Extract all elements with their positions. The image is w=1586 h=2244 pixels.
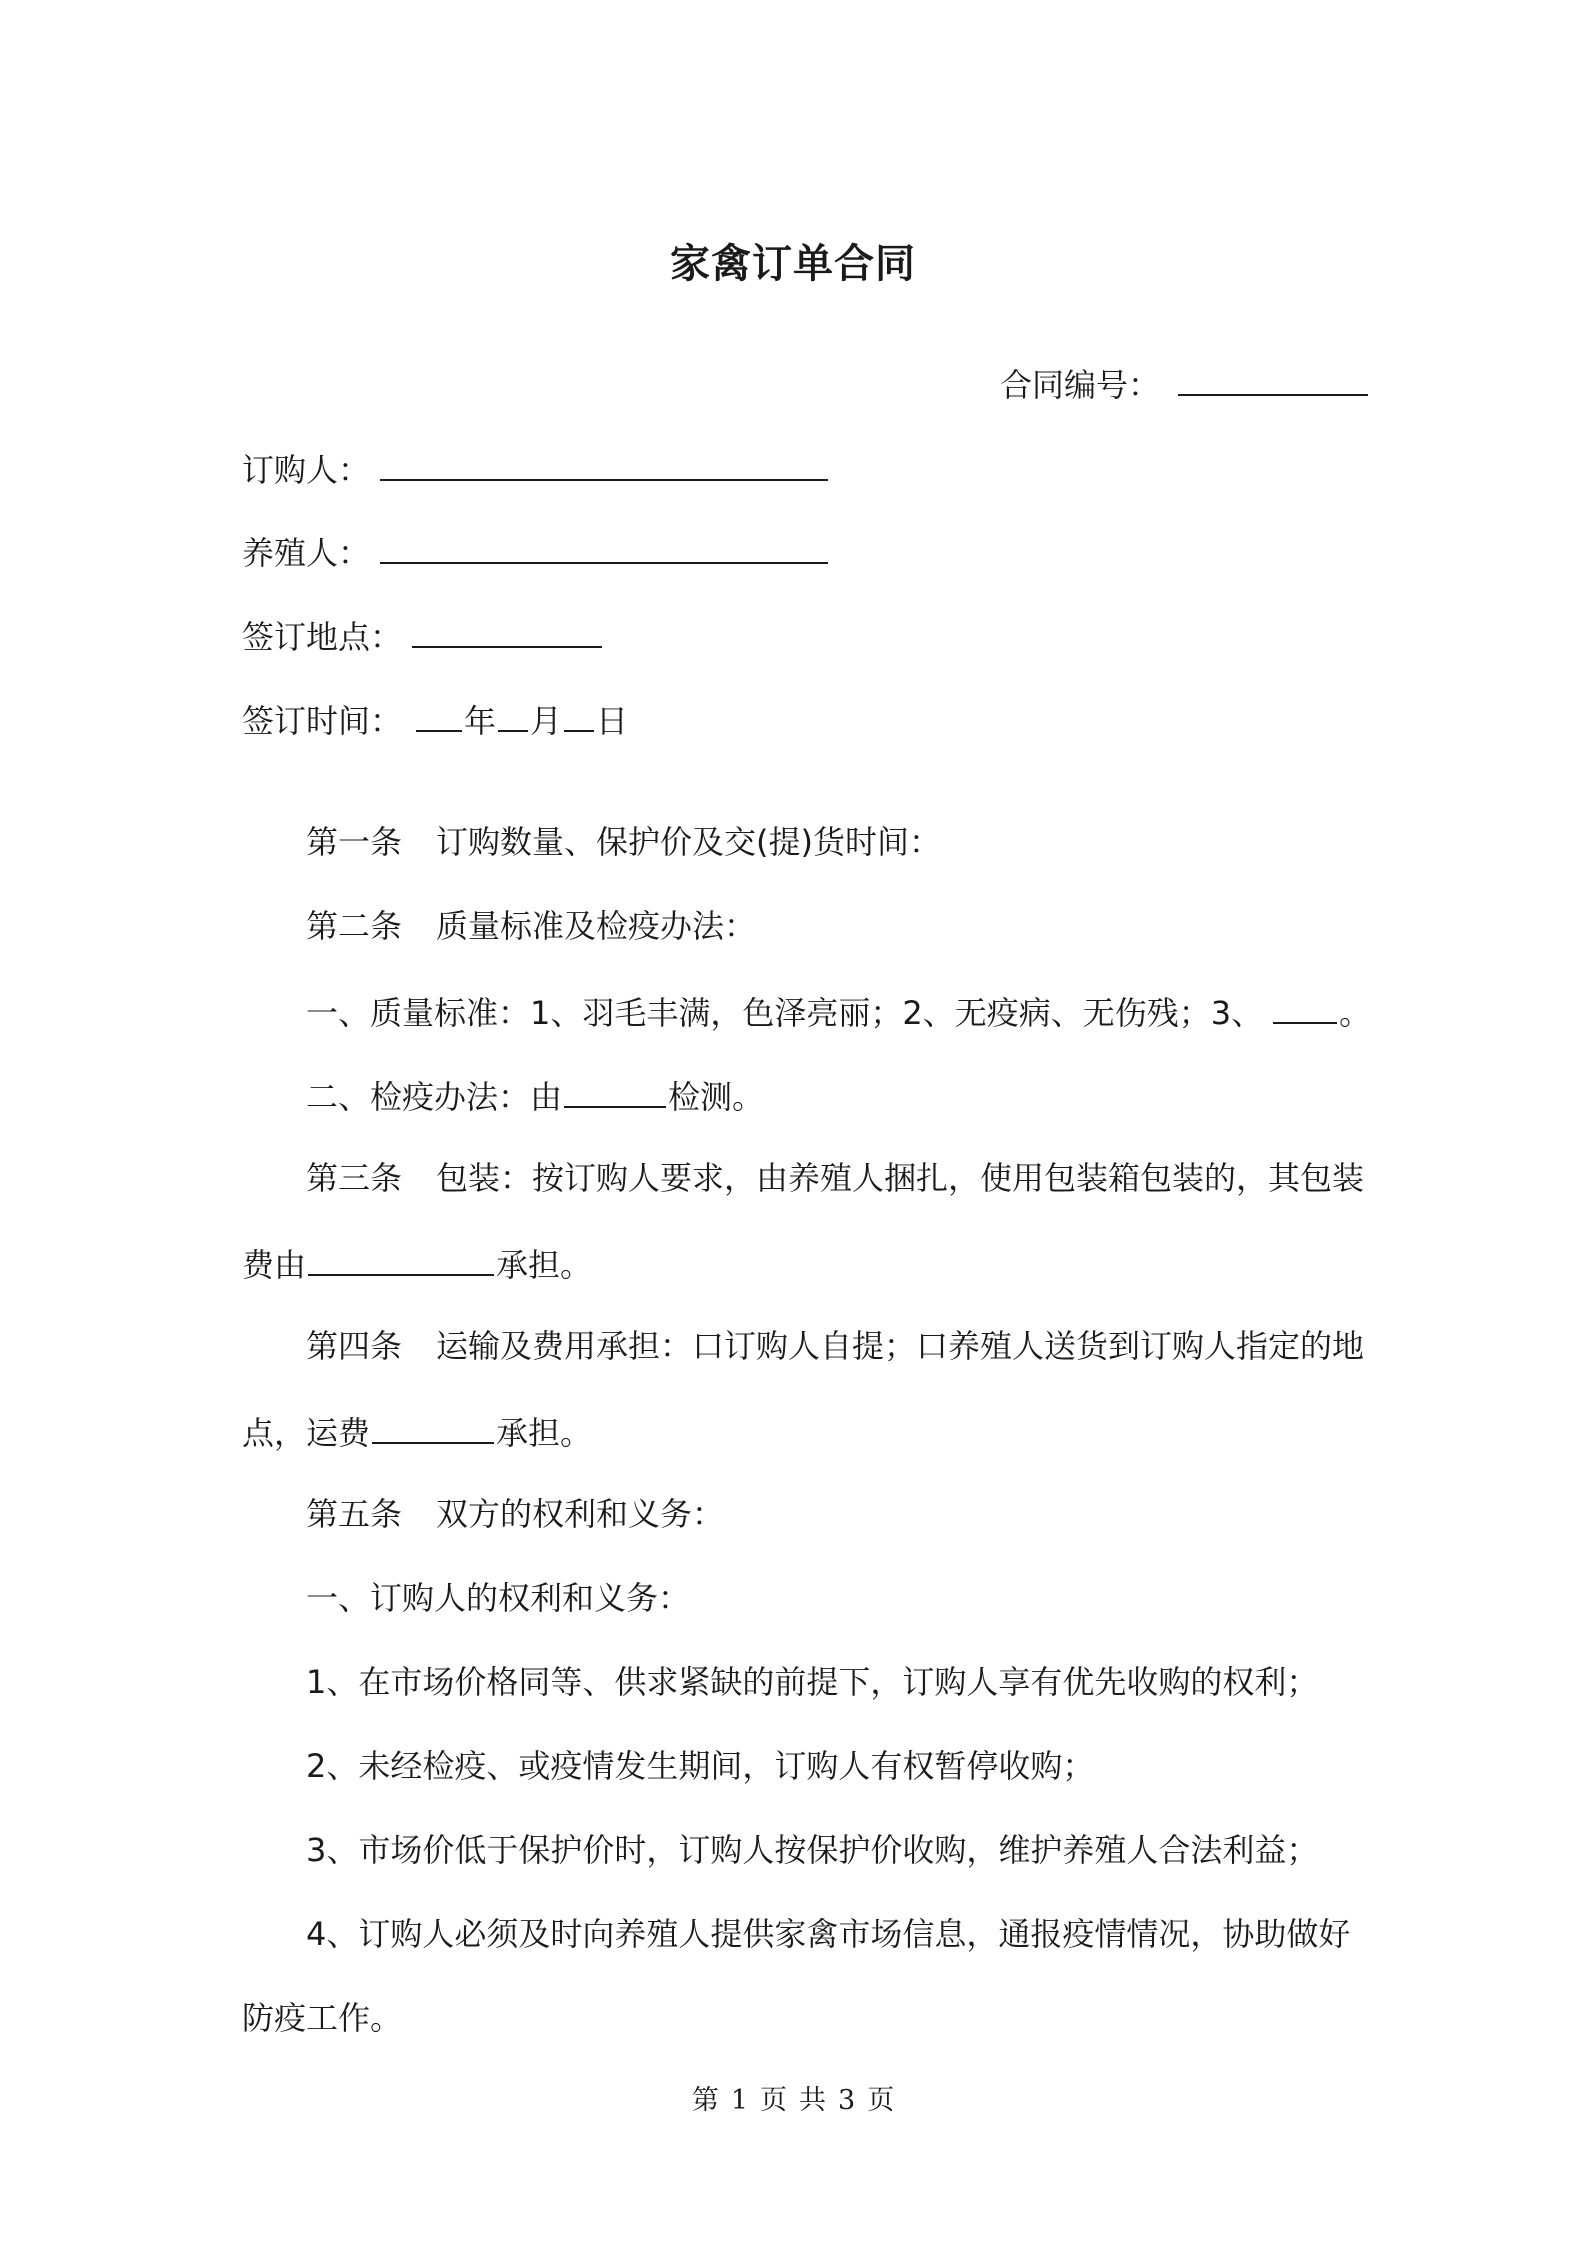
quarantine-suffix: 检测。 [668,1078,765,1116]
sign-place-label: 签订地点： [242,618,403,656]
sign-place-blank[interactable] [412,610,602,648]
article-3-number: 第三条 [306,1159,403,1197]
month-blank[interactable] [498,694,528,732]
quarantine-blank[interactable] [564,1070,666,1108]
year-label: 年 [464,702,497,740]
buyer-rights-item-4: 4、订购人必须及时向养殖人提供家禽市场信息，通报疫情情况，协助做好 [306,1915,1351,1953]
sign-time-label: 签订时间： [242,702,403,740]
contract-number-blank[interactable] [1178,358,1368,396]
article-3-text: 包装：按订购人要求，由养殖人捆扎，使用包装箱包装的，其包装 [436,1159,1365,1197]
article-3-continued [242,1238,592,1289]
article-4-number: 第四条 [306,1327,403,1365]
article-1 [306,818,941,866]
buyer-row [242,443,830,494]
breeder-blank[interactable] [380,526,828,564]
contract-number-label: 合同编号： [1000,366,1161,404]
contract-number-row [1000,358,1370,409]
buyer-rights-item-4-continued: 防疫工作。 [242,1999,403,2037]
page-footer [0,2083,1586,2119]
quality-standard-text: 一、质量标准：1、羽毛丰满，色泽亮丽；2、无疫病、无伤残；3、 [306,994,1264,1032]
article-3-cont-suffix: 承担。 [496,1246,593,1284]
year-blank[interactable] [416,694,462,732]
sign-time-row [242,694,628,745]
day-label: 日 [596,702,629,740]
article-5-text: 双方的权利和义务： [436,1495,725,1533]
footer-ye: 页 [760,2085,787,2116]
buyer-label: 订购人： [242,451,371,489]
article-2 [306,902,756,950]
buyer-rights-item-2: 2、未经检疫、或疫情发生期间，订购人有权暂停收购； [306,1747,1095,1785]
footer-ye-2: 页 [867,2085,895,2116]
article-1-text: 订购数量、保护价及交(提)货时间： [436,823,941,861]
quarantine-prefix: 二、检疫办法：由 [306,1078,563,1116]
article-3 [306,1154,1364,1202]
article-4 [306,1322,1364,1370]
document-title: 家禽订单合同 [670,241,916,287]
article-1-number: 第一条 [306,823,403,861]
article-2-number: 第二条 [306,907,403,945]
buyer-blank[interactable] [380,443,828,481]
buyer-rights-item-3: 3、市场价低于保护价时，订购人按保护价收购，维护养殖人合法利益； [306,1831,1319,1869]
quality-standard-end: 。 [1339,994,1372,1032]
article-4-continued [242,1406,592,1457]
buyer-rights-heading: 一、订购人的权利和义务： [306,1579,691,1617]
breeder-label: 养殖人： [242,534,371,572]
quarantine-method [306,1070,764,1121]
sign-place-row [242,610,604,661]
freight-blank[interactable] [372,1406,494,1444]
footer-di: 第 [691,2085,719,2116]
day-blank[interactable] [564,694,594,732]
footer-total-pages: 3 [838,2085,856,2116]
buyer-rights-item-1: 1、在市场价格同等、供求紧缺的前提下，订购人享有优先收购的权利； [306,1663,1319,1701]
article-4-text: 运输及费用承担：口订购人自提；口养殖人送货到订购人指定的地 [436,1327,1365,1365]
article-5 [306,1490,724,1538]
article-5-number: 第五条 [306,1495,403,1533]
footer-page-number: 1 [730,2085,748,2116]
article-4-cont-prefix: 点，运费 [242,1414,371,1452]
breeder-row [242,526,830,577]
article-3-cont-prefix: 费由 [242,1246,307,1284]
month-label: 月 [530,702,563,740]
quality-standard [306,986,1371,1037]
footer-gong: 共 [799,2085,826,2116]
quality-blank[interactable] [1273,986,1337,1024]
article-4-cont-suffix: 承担。 [496,1414,593,1452]
packaging-fee-blank[interactable] [308,1238,494,1276]
article-2-text: 质量标准及检疫办法： [436,907,757,945]
